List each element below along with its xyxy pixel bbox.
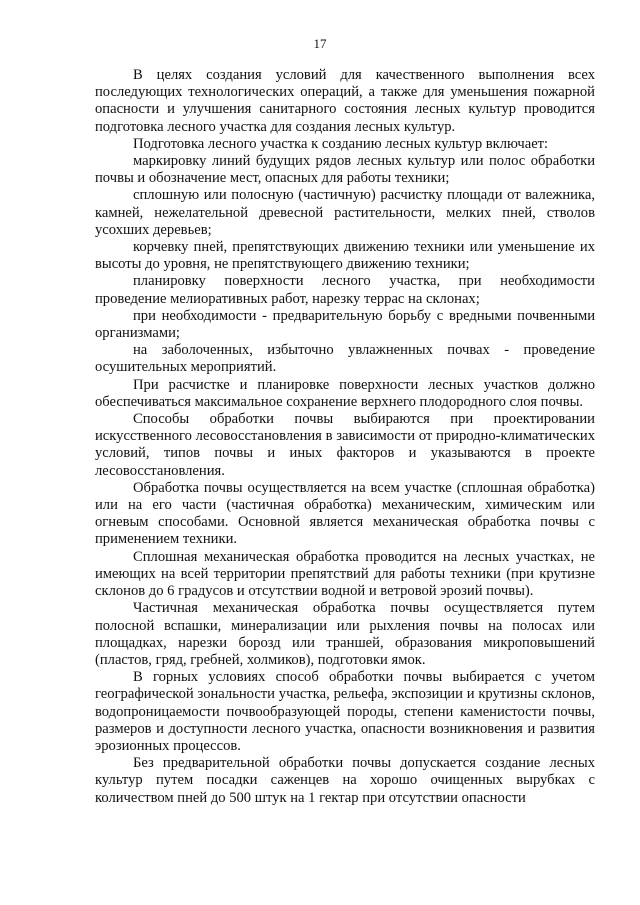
paragraph: Частичная механическая обработка почвы осуществляется путем полосной вспашки, минерализации или рыхления почвы на полосах или площадках, нарезки борозд или траншей, образования микроповышений (пластов, гряд, гребней, холмиков), подготовки ямок.: [95, 600, 595, 668]
paragraph: Обработка почвы осуществляется на всем участке (сплошная обработка) или на его части (частичная обработка) механическим, химическим или огневым способами. Основной является механическая обработка почвы с применением техники.: [95, 479, 595, 548]
body-text: [95, 67, 595, 807]
paragraph: При расчистке и планировке поверхности лесных участков должно обеспечиваться максимальное сохранение верхнего плодородного слоя почвы.: [95, 376, 595, 410]
paragraph: В горных условиях способ обработки почвы выбирается с учетом географической зональности участка, рельефа, экспозиции и крутизны склонов, водопроницаемости почвообразующей породы, степени каменистости почвы, размеров и доступности лесного участка, опасности возникновения и развития эрозионных процессов.: [95, 669, 595, 754]
paragraph: маркировку линий будущих рядов лесных культур или полос обработки почвы и обозначение мест, опасных для работы техники;: [95, 153, 595, 187]
paragraph: Без предварительной обработки почвы допускается создание лесных культур путем посадки саженцев на хорошо очищенных вырубках с количеством пней до 500 штук на 1 гектар при отсутствии опасности: [95, 755, 595, 806]
paragraph: В целях создания условий для качественного выполнения всех последующих технологических операций, а также для уменьшения пожарной опасности и улучшения санитарного состояния лесных культур проводится подготовка лесного участка для создания лесных культур.: [95, 67, 595, 135]
paragraph: на заболоченных, избыточно увлажненных почвах - проведение осушительных мероприятий.: [95, 342, 595, 376]
paragraph: Способы обработки почвы выбираются при проектировании искусственного лесовосстановления в зависимости от природно-климатических условий, типов почвы и иных факторов и указываются в проекте лесовосстановления.: [95, 411, 595, 479]
paragraph: планировку поверхности лесного участка, при необходимости проведение мелиоративных работ, нарезку террас на склонах;: [95, 273, 595, 307]
page-number: 17: [313, 36, 327, 51]
paragraph: Подготовка лесного участка к созданию лесных культур включает:: [133, 135, 549, 152]
paragraph: сплошную или полосную (частичную) расчистку площади от валежника, камней, нежелательной древесной растительности, мелких пней, стволов усохших деревьев;: [95, 187, 595, 238]
paragraph: при необходимости - предварительную борьбу с вредными почвенными организмами;: [95, 307, 595, 342]
paragraph: корчевку пней, препятствующих движению техники или уменьшение их высоты до уровня, не препятствующего движению техники;: [95, 239, 595, 273]
paragraph: Сплошная механическая обработка проводится на лесных участках, не имеющих на всей территории препятствий для работы техники (при крутизне склонов до 6 градусов и отсутствии водной и ветровой эрозий почвы).: [95, 548, 595, 600]
